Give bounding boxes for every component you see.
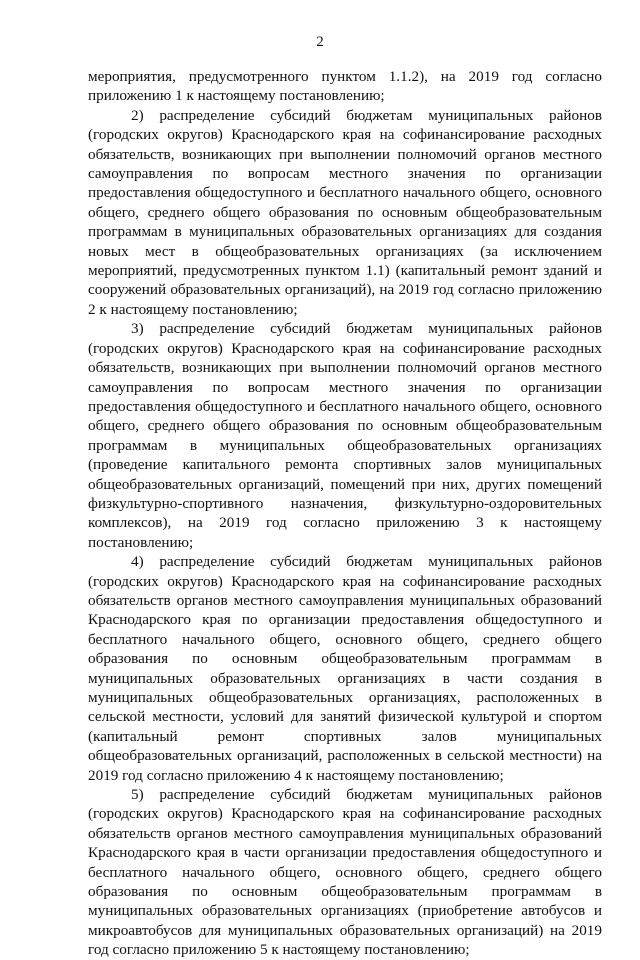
paragraph-item-2: 2) распределение субсидий бюджетам муниципальных районов (городских округов) Краснодарского края на софинансирование расходных обязательств, возникающих при выполнении полномочий органов местного самоуправления по вопросам местного значения по организации предоставления общедоступного и бесплатного начального общего, основного общего, среднего общего образования по основным общеобразовательным программам в муниципальных образовательных организациях для создания новых мест в общеобразовательных организациях (за исключением мероприятий, предусмотренных пунктом 1.1) (капитальный ремонт зданий и сооружений образовательных организаций), на 2019 год согласно приложению 2 к настоящему постановлению; (88, 106, 602, 318)
paragraph-item-3: 3) распределение субсидий бюджетам муниципальных районов (городских округов) Краснодарского края на софинансирование расходных обязательств, возникающих при выполнении полномочий органов местного самоуправления по вопросам местного значения по организации предоставления общедоступного и бесплатного начального общего, основного общего, среднего общего образования по основным общеобразовательным программам в муниципальных общеобразовательных организациях (проведение капитального ремонта спортивных залов муниципальных общеобразовательных организаций, помещений при них, других помещений физкультурно-спортивного назначения, физкультурно-оздоровительных комплексов), на 2019 год согласно приложению 3 к настоящему постановлению; (88, 320, 602, 551)
document-body (88, 67, 602, 960)
paragraph-continuation: мероприятия, предусмотренного пунктом 1.1.2), на 2019 год согласно приложению 1 к настоящему постановлению; (88, 68, 602, 105)
paragraph-item-4: 4) распределение субсидий бюджетам муниципальных районов (городских округов) Краснодарского края на софинансирование расходных обязательств органов местного самоуправления муниципальных образований Краснодарского края по организации предоставления общедоступного и бесплатного начального общего, основного общего, среднего общего образования по основным общеобразовательным программам в муниципальных образовательных организациях в части создания в муниципальных общеобразовательных организациях, расположенных в сельской местности, условий для занятий физической культурой и спортом (капитальный ремонт спортивных залов муниципальных общеобразовательных организаций, расположенных в сельской местности) на 2019 год согласно приложению 4 к настоящему постановлению; (88, 553, 602, 784)
paragraph-item-5: 5) распределение субсидий бюджетам муниципальных районов (городских округов) Краснодарского края на софинансирование расходных обязательств органов местного самоуправления муниципальных образований Краснодарского края в части организации предоставления общедоступного и бесплатного начального общего, основного общего, среднего общего образования по основным общеобразовательным программам в муниципальных образовательных организациях (приобретение автобусов и микроавтобусов для муниципальных образовательных организаций) на 2019 год согласно приложению 5 к настоящему постановлению; (88, 786, 602, 959)
page-number: 2 (316, 34, 324, 50)
